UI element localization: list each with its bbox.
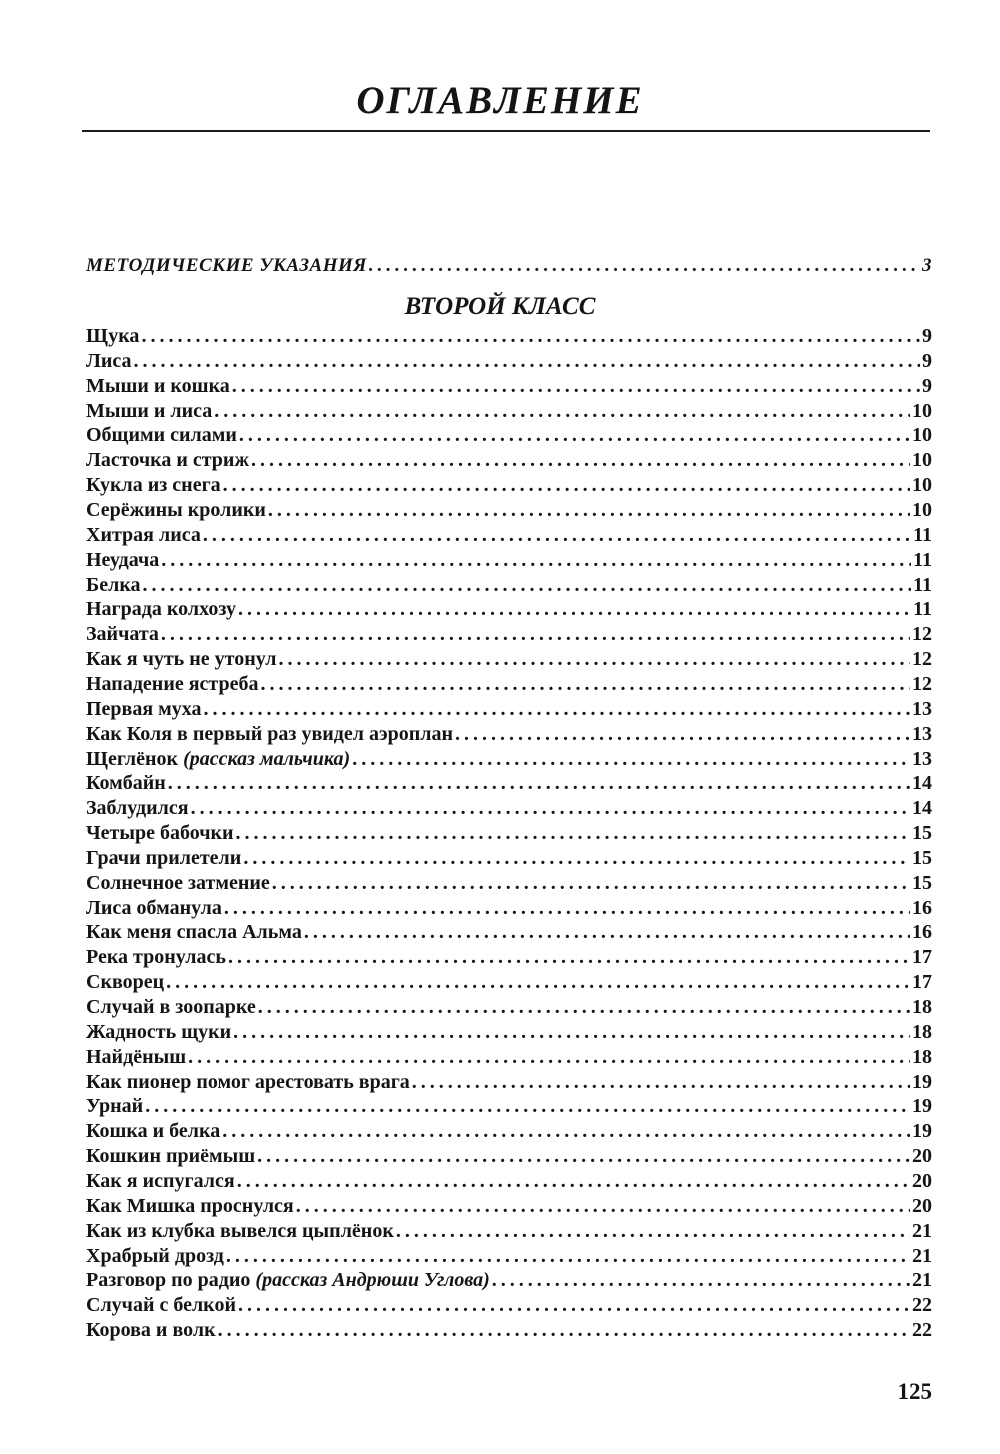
- toc-entry-label: [86, 1268, 490, 1292]
- toc-entry-page: 18: [912, 996, 932, 1018]
- toc-leader-dots: [238, 1293, 910, 1317]
- toc-entry-title: Случай в зоопарке: [86, 996, 256, 1018]
- toc-leader-dots: [232, 374, 920, 398]
- toc-leader-dots: [222, 1119, 910, 1143]
- toc-entry-title: Хитрая лиса: [86, 523, 201, 546]
- toc-entry-title: Как Мишка проснулся: [86, 1194, 294, 1217]
- toc-entry-label: [86, 1169, 235, 1193]
- toc-entry: [86, 794, 932, 820]
- toc-entry: [86, 1092, 932, 1118]
- toc-entry-title: Как из клубка вывелся цыплёнок: [86, 1219, 394, 1242]
- toc-leader-dots: [224, 896, 910, 920]
- toc-entry-label: [86, 523, 201, 547]
- toc-entry-label: [86, 374, 230, 398]
- toc-leader-dots: [492, 1268, 910, 1292]
- toc-entry-label: [86, 1070, 410, 1094]
- toc-entry-title: Найдёныш: [86, 1045, 187, 1068]
- toc-entry-page: 11: [913, 573, 932, 596]
- toc-entry-title: Нападение ястреба: [86, 672, 259, 695]
- toc-leader-dots: [258, 995, 910, 1019]
- toc-entry: [86, 645, 932, 671]
- toc-entry-label: [86, 349, 132, 373]
- toc-entry-page: 22: [912, 1319, 932, 1341]
- toc-leader-dots: [226, 1244, 910, 1268]
- toc-entry: [86, 397, 932, 423]
- toc-leader-dots: [238, 597, 911, 621]
- toc-entry: [86, 720, 932, 746]
- toc-entry-page: 10: [912, 424, 932, 447]
- toc-entry-label: [86, 647, 276, 671]
- toc-entry-label: [86, 1045, 186, 1069]
- toc-leader-dots: [141, 324, 920, 348]
- toc-leader-dots: [236, 821, 910, 845]
- toc-entry: [86, 1043, 932, 1069]
- toc-leader-dots: [218, 1318, 910, 1342]
- toc-entry-page: 16: [912, 896, 932, 919]
- toc-entry-page: 15: [912, 846, 932, 869]
- toc-entry-page: 11: [913, 523, 932, 546]
- toc-entry-label: [86, 920, 302, 944]
- toc-entry: [86, 968, 932, 994]
- toc-leader-dots: [166, 970, 910, 994]
- toc-entry-page: 18: [912, 1045, 932, 1068]
- toc-entry: [86, 372, 932, 398]
- toc-entry-label: [86, 672, 259, 696]
- toc-entry-title: Кошкин приёмыш: [86, 1145, 256, 1168]
- toc-leader-dots: [272, 871, 910, 895]
- toc-entry: [86, 571, 932, 597]
- toc-entry: [86, 745, 932, 771]
- toc-entry: [86, 943, 932, 969]
- toc-entry-title: Корова и волк: [86, 1319, 216, 1341]
- toc-entry-label: [86, 970, 164, 994]
- toc-leader-dots: [204, 697, 910, 721]
- toc-entry-title: Лиса: [86, 349, 132, 372]
- toc-leader-dots: [203, 523, 911, 547]
- page-number: 125: [897, 1379, 932, 1404]
- toc-entry-label: [86, 622, 159, 646]
- toc-entry-page: 21: [912, 1244, 932, 1267]
- toc-entry: [86, 1167, 932, 1193]
- toc-entry-title: Белка: [86, 573, 141, 596]
- toc-entry: [86, 496, 932, 522]
- toc-entry-page: 10: [912, 399, 932, 422]
- toc-entry-page: 10: [912, 449, 932, 472]
- toc-entry-page: 21: [912, 1269, 932, 1292]
- toc-entry-title: Как я испугался: [86, 1169, 235, 1192]
- toc-entry-methodical: [86, 252, 932, 278]
- toc-entry-page: 21: [912, 1219, 932, 1242]
- toc-entry-label: [86, 995, 256, 1019]
- toc-leader-dots: [304, 920, 910, 944]
- toc-leader-dots: [296, 1194, 910, 1218]
- toc-entry-title: Грачи прилетели: [86, 846, 242, 869]
- toc-entry: [86, 993, 932, 1019]
- toc-entry-page: 13: [912, 697, 932, 720]
- toc-leader-dots: [369, 254, 920, 278]
- toc-leader-dots: [188, 1045, 910, 1069]
- toc-entry-title: Лиса обманула: [86, 896, 222, 919]
- toc-entry-page: 9: [922, 374, 932, 397]
- toc-entry-label: [86, 1094, 143, 1118]
- toc-entry-label: [86, 498, 266, 522]
- toc-leader-dots: [243, 846, 910, 870]
- toc-entry: [86, 1266, 932, 1292]
- toc-entry-page: 17: [912, 946, 932, 969]
- toc-leader-dots: [237, 1169, 910, 1193]
- toc-leader-dots: [412, 1070, 910, 1094]
- toc-entry-page: 9: [922, 325, 932, 347]
- toc-entry-page: 10: [912, 499, 932, 521]
- toc-leader-dots: [168, 771, 910, 795]
- toc-entry-page: 9: [922, 349, 932, 372]
- toc-entry: [86, 446, 932, 472]
- toc-leader-dots: [239, 423, 910, 447]
- toc-entry-label: [86, 846, 241, 870]
- title-divider: [82, 130, 930, 132]
- toc-entry-page: 14: [912, 772, 932, 795]
- toc-leader-dots: [233, 1020, 910, 1044]
- toc-entry-title: Солнечное затмение: [86, 871, 270, 894]
- toc-entry: [86, 1217, 932, 1243]
- toc-leader-dots: [396, 1219, 910, 1243]
- toc-entry: [86, 1192, 932, 1218]
- toc-entry-title: Ласточка и стриж: [86, 449, 249, 472]
- toc-entry: [86, 869, 932, 895]
- toc-entry-title: Первая муха: [86, 697, 202, 720]
- toc-entry: [86, 1142, 932, 1168]
- toc-entry-title: Случай с белкой: [86, 1294, 236, 1317]
- toc-entry: [86, 1117, 932, 1143]
- toc-entry-page: 11: [913, 598, 932, 621]
- toc-entry-label: [86, 1293, 236, 1317]
- toc-entry-page: 16: [912, 921, 932, 944]
- toc-entry-page: 3: [922, 255, 932, 276]
- toc-entry-label: [86, 896, 222, 920]
- toc-entry: [86, 322, 932, 348]
- toc-entry-label: [86, 597, 236, 621]
- toc-entry-title: Как я чуть не утонул: [86, 648, 277, 670]
- toc-entry-label: [86, 771, 166, 795]
- toc-entry-label: [86, 1219, 394, 1243]
- toc-entry-page: 13: [912, 747, 932, 770]
- toc-entry-page: 12: [912, 672, 932, 695]
- toc-entry: [86, 1018, 932, 1044]
- toc-entry-label: [86, 1318, 216, 1342]
- toc-entry-label: [86, 473, 221, 497]
- toc-entry: [86, 695, 932, 721]
- toc-entry: [86, 670, 932, 696]
- toc-entry-title: Как Коля в первый раз увидел аэроплан: [86, 722, 454, 745]
- toc-entry-title: Четыре бабочки: [86, 822, 234, 844]
- toc-entry-label: [86, 722, 453, 746]
- toc-entry: [86, 347, 932, 373]
- page-title: ОГЛАВЛЕНИЕ: [356, 79, 644, 122]
- toc-entry: [86, 1316, 932, 1342]
- toc-leader-dots: [134, 349, 920, 373]
- toc-entry-title: Зайчата: [86, 623, 159, 646]
- toc-entry-label: [86, 796, 189, 820]
- toc-leader-dots: [455, 722, 910, 746]
- toc-entry-page: 20: [912, 1145, 932, 1168]
- section-title: ВТОРОЙ КЛАСС: [404, 293, 596, 320]
- toc-entry-page: 13: [912, 722, 932, 745]
- toc-entry-title: Скворец: [86, 971, 165, 994]
- toc-entry-title: Мыши и лиса: [86, 399, 213, 422]
- toc-entry-page: 22: [912, 1294, 932, 1317]
- toc-entry: [86, 1242, 932, 1268]
- toc-entry-label: [86, 399, 212, 423]
- toc-entry: [86, 620, 932, 646]
- toc-entry-page: 12: [912, 623, 932, 646]
- toc-entry-title: Разговор по радио: [86, 1269, 251, 1292]
- toc-entry-label: [86, 821, 234, 845]
- toc-entry-page: 20: [912, 1194, 932, 1217]
- toc-leader-dots: [228, 945, 910, 969]
- toc-entry-label: [86, 1119, 220, 1143]
- toc-entry-title: Награда колхозу: [86, 598, 236, 621]
- toc-entry-subtitle: (рассказ Андрюши Углова): [255, 1269, 490, 1292]
- toc-entry-title: Заблудился: [86, 797, 189, 820]
- toc-entry-label: [86, 747, 350, 771]
- toc-entry-page: 12: [912, 648, 932, 670]
- toc-entry-label: [86, 1020, 231, 1044]
- toc-entry: [86, 1291, 932, 1317]
- toc-leader-dots: [257, 1144, 910, 1168]
- toc-entry-title: Общими силами: [86, 424, 237, 447]
- toc-entry-title: Щука: [86, 325, 140, 347]
- toc-entry-page: 17: [912, 971, 932, 994]
- toc-leader-dots: [251, 448, 910, 472]
- toc-entry-label: [86, 573, 141, 597]
- toc-leader-dots: [191, 796, 910, 820]
- toc-leader-dots: [161, 622, 910, 646]
- toc-entry-title: Неудача: [86, 548, 160, 571]
- toc-entry: [86, 918, 932, 944]
- toc-entry-title: Жадность щуки: [86, 1020, 232, 1043]
- toc-entry-title: Храбрый дрозд: [86, 1244, 224, 1267]
- toc-entry-title: Урнай: [86, 1095, 144, 1118]
- toc-entry: [86, 1068, 932, 1094]
- toc-entry-title: Река тронулась: [86, 946, 226, 969]
- toc-leader-dots: [145, 1094, 910, 1118]
- toc-entry: [86, 546, 932, 572]
- toc-entry-page: 11: [913, 548, 932, 571]
- toc-entry: [86, 421, 932, 447]
- toc-entry-title: Кошка и белка: [86, 1120, 221, 1143]
- toc-entry-page: 14: [912, 797, 932, 820]
- toc-entry: [86, 769, 932, 795]
- toc-entry: [86, 844, 932, 870]
- toc-entry-label: [86, 324, 139, 348]
- toc-entry-label: [86, 1244, 224, 1268]
- toc-entry-label: [86, 1144, 255, 1168]
- toc-entry-title: Как меня спасла Альма: [86, 921, 302, 944]
- toc-entry-title: Щеглёнок: [86, 747, 179, 770]
- toc-entry-label: [86, 423, 237, 447]
- toc-entry-title: Как пионер помог арестовать врага: [86, 1070, 410, 1093]
- toc-entry-page: 20: [912, 1169, 932, 1192]
- toc-entry-label: [86, 548, 159, 572]
- toc-entry: [86, 471, 932, 497]
- toc-entry-label: [86, 448, 249, 472]
- toc-entry-label: МЕТОДИЧЕСКИЕ УКАЗАНИЯ: [86, 255, 367, 276]
- toc-leader-dots: [161, 548, 911, 572]
- toc-entry-page: 19: [912, 1070, 932, 1093]
- toc-entry-page: 10: [912, 474, 932, 497]
- toc-leader-dots: [268, 498, 910, 522]
- toc-leader-dots: [223, 473, 910, 497]
- toc-entry: [86, 595, 932, 621]
- toc-leader-dots: [214, 399, 910, 423]
- toc-entry-page: 19: [912, 1120, 932, 1143]
- toc-leader-dots: [278, 647, 910, 671]
- toc-leader-dots: [143, 573, 912, 597]
- toc-leader-dots: [261, 672, 911, 696]
- toc-entry-page: 19: [912, 1095, 932, 1118]
- toc-entry: [86, 894, 932, 920]
- toc-entry-label: [86, 697, 202, 721]
- toc-entry-page: 15: [912, 871, 932, 894]
- toc-entry-title: Кукла из снега: [86, 474, 221, 497]
- toc-leader-dots: [352, 747, 910, 771]
- toc-entry-title: Серёжины кролики: [86, 499, 266, 521]
- toc-entry-page: 18: [912, 1020, 932, 1043]
- toc-entry-page: 15: [912, 822, 932, 844]
- toc-entry: [86, 521, 932, 547]
- toc-entry-title: Мыши и кошка: [86, 374, 230, 397]
- toc-entry-label: [86, 945, 226, 969]
- toc-entry: [86, 819, 932, 845]
- toc-entry-label: [86, 1194, 294, 1218]
- toc-entry-title: Комбайн: [86, 772, 166, 795]
- toc-entry-subtitle: (рассказ мальчика): [183, 747, 351, 770]
- toc-entry-label: [86, 871, 270, 895]
